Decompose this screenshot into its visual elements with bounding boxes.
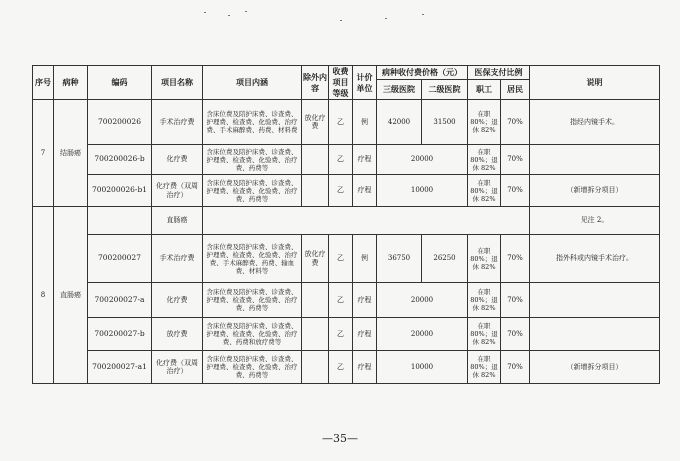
row-staff: 在职80%；退休 82% <box>468 283 501 318</box>
header-staff: 职工 <box>468 80 501 100</box>
row-resident: 70% <box>501 318 530 351</box>
row-name: 化疗费 <box>152 283 203 318</box>
row-resident: 70% <box>501 175 530 207</box>
row-price: 20000 <box>377 145 468 175</box>
row-content: 含床位费及陪护床费、诊查费、护理费、检查费、化验费、治疗费、手术麻醉费、药费、材料费 <box>203 100 302 145</box>
row-resident: 70% <box>501 235 530 283</box>
row-resident: 70% <box>501 283 530 318</box>
row-staff: 在职80%；退休 82% <box>468 100 501 145</box>
header-code: 编码 <box>88 66 152 100</box>
header-resident: 居民 <box>501 80 530 100</box>
row-grade: 乙 <box>329 351 353 384</box>
row-code: 700200026 <box>88 100 152 145</box>
row-price3: 42000 <box>377 100 422 145</box>
table-row <box>33 235 660 283</box>
row-name: 化疗费 <box>152 145 203 175</box>
row-name: 手术治疗费 <box>152 100 203 145</box>
row-staff: 在职80%；退休 82% <box>468 175 501 207</box>
header-unit: 计价单位 <box>353 66 377 100</box>
row-note: （新增拆分项目） <box>530 175 660 207</box>
row-seq: 8 <box>33 207 54 384</box>
row-unit: 疗程 <box>353 175 377 207</box>
speck <box>385 18 387 19</box>
table-row <box>33 318 660 351</box>
row-code <box>88 207 152 235</box>
row-price: 20000 <box>377 283 468 318</box>
row-unit: 例 <box>353 100 377 145</box>
row-grade: 乙 <box>329 100 353 145</box>
table-row <box>33 207 660 235</box>
row-price: 10000 <box>377 351 468 384</box>
row-price: 10000 <box>377 175 468 207</box>
header-note: 说明 <box>530 66 660 100</box>
row-name: 放疗费 <box>152 318 203 351</box>
header-exclusions: 除外内容 <box>302 66 329 100</box>
row-content: 含床位费及陪护床费、诊查费、护理费、检查费、化验费、治疗费、药费等 <box>203 145 302 175</box>
row-price: 20000 <box>377 318 468 351</box>
header-name: 项目名称 <box>152 66 203 100</box>
header-level3: 三级医院 <box>377 80 422 100</box>
row-name: 手术治疗费 <box>152 235 203 283</box>
row-content: 含床位费及陪护床费、诊查费、护理费、检查费、化验费、治疗费、手术麻醉费、药费、输血费、材料等 <box>203 235 302 283</box>
row-content: 含床位费及陪护床费、诊查费、护理费、检查费、化验费、治疗费、药费等 <box>203 351 302 384</box>
speck <box>422 14 424 15</box>
row-note: 见注 2。 <box>530 207 660 235</box>
fee-table <box>32 65 660 384</box>
header-level2: 二级医院 <box>422 80 468 100</box>
table-row <box>33 283 660 318</box>
row-exclusions <box>302 283 329 318</box>
row-exclusions <box>302 175 329 207</box>
row-exclusions: 放化疗费 <box>302 235 329 283</box>
scan-specks <box>190 8 490 28</box>
row-price3: 36750 <box>377 235 422 283</box>
row-note: 指外科或内镜手术治疗。 <box>530 235 660 283</box>
header-seq: 序号 <box>33 66 54 100</box>
table-row <box>33 145 660 175</box>
row-unit: 疗程 <box>353 351 377 384</box>
row-unit: 疗程 <box>353 318 377 351</box>
row-price2: 31500 <box>422 100 468 145</box>
table-row <box>33 100 660 145</box>
row-subtitle: 直肠癌 <box>152 207 203 235</box>
row-code: 700200027-a <box>88 283 152 318</box>
row-exclusions <box>302 145 329 175</box>
row-note <box>530 318 660 351</box>
row-code: 700200026-b1 <box>88 175 152 207</box>
row-resident: 70% <box>501 100 530 145</box>
row-note <box>530 145 660 175</box>
row-code: 700200026-b <box>88 145 152 175</box>
speck <box>228 15 230 16</box>
row-disease: 直肠癌 <box>54 207 88 384</box>
row-staff: 在职80%；退休 82% <box>468 318 501 351</box>
speck <box>340 20 342 21</box>
row-name: 化疗费（双周治疗） <box>152 351 203 384</box>
row-unit: 例 <box>353 235 377 283</box>
row-code: 700200027-b <box>88 318 152 351</box>
row-note <box>530 283 660 318</box>
row-exclusions <box>302 351 329 384</box>
row-content: 含床位费及陪护床费、诊查费、护理费、检查费、化验费、治疗费、药费和放疗费等 <box>203 318 302 351</box>
row-subtitle-span <box>203 207 530 235</box>
row-grade: 乙 <box>329 318 353 351</box>
row-grade: 乙 <box>329 145 353 175</box>
row-disease: 结肠癌 <box>54 100 88 207</box>
row-exclusions <box>302 318 329 351</box>
row-grade: 乙 <box>329 283 353 318</box>
row-price2: 26250 <box>422 235 468 283</box>
row-seq: 7 <box>33 100 54 207</box>
row-staff: 在职80%；退休 82% <box>468 145 501 175</box>
speck <box>245 11 247 12</box>
table-row <box>33 175 660 207</box>
speck <box>204 12 206 13</box>
row-staff: 在职80%；退休 82% <box>468 235 501 283</box>
header-price-group: 病种收付费价格（元） <box>377 66 468 80</box>
header-fee-grade: 收费项目等级 <box>329 66 353 100</box>
row-unit: 疗程 <box>353 145 377 175</box>
row-content: 含床位费及陪护床费、诊查费、护理费、检查费、化验费、治疗费、药费等 <box>203 283 302 318</box>
header-row-1 <box>33 66 660 80</box>
row-grade: 乙 <box>329 175 353 207</box>
row-resident: 70% <box>501 145 530 175</box>
row-note: （新增拆分项目） <box>530 351 660 384</box>
row-code: 700200027 <box>88 235 152 283</box>
row-note: 指经内镜手术。 <box>530 100 660 145</box>
row-code: 700200027-a1 <box>88 351 152 384</box>
row-exclusions: 放化疗费 <box>302 100 329 145</box>
row-staff: 在职80%；退休 82% <box>468 351 501 384</box>
row-unit: 疗程 <box>353 283 377 318</box>
page-number: —35— <box>322 432 358 445</box>
row-grade: 乙 <box>329 235 353 283</box>
row-content: 含床位费及陪护床费、诊查费、护理费、检查费、化验费、治疗费、药费等 <box>203 175 302 207</box>
header-disease: 病种 <box>54 66 88 100</box>
row-resident: 70% <box>501 351 530 384</box>
header-content: 项目内涵 <box>203 66 302 100</box>
table-row <box>33 351 660 384</box>
header-insurance-group: 医保支付比例 <box>468 66 530 80</box>
row-name: 化疗费（双周治疗） <box>152 175 203 207</box>
